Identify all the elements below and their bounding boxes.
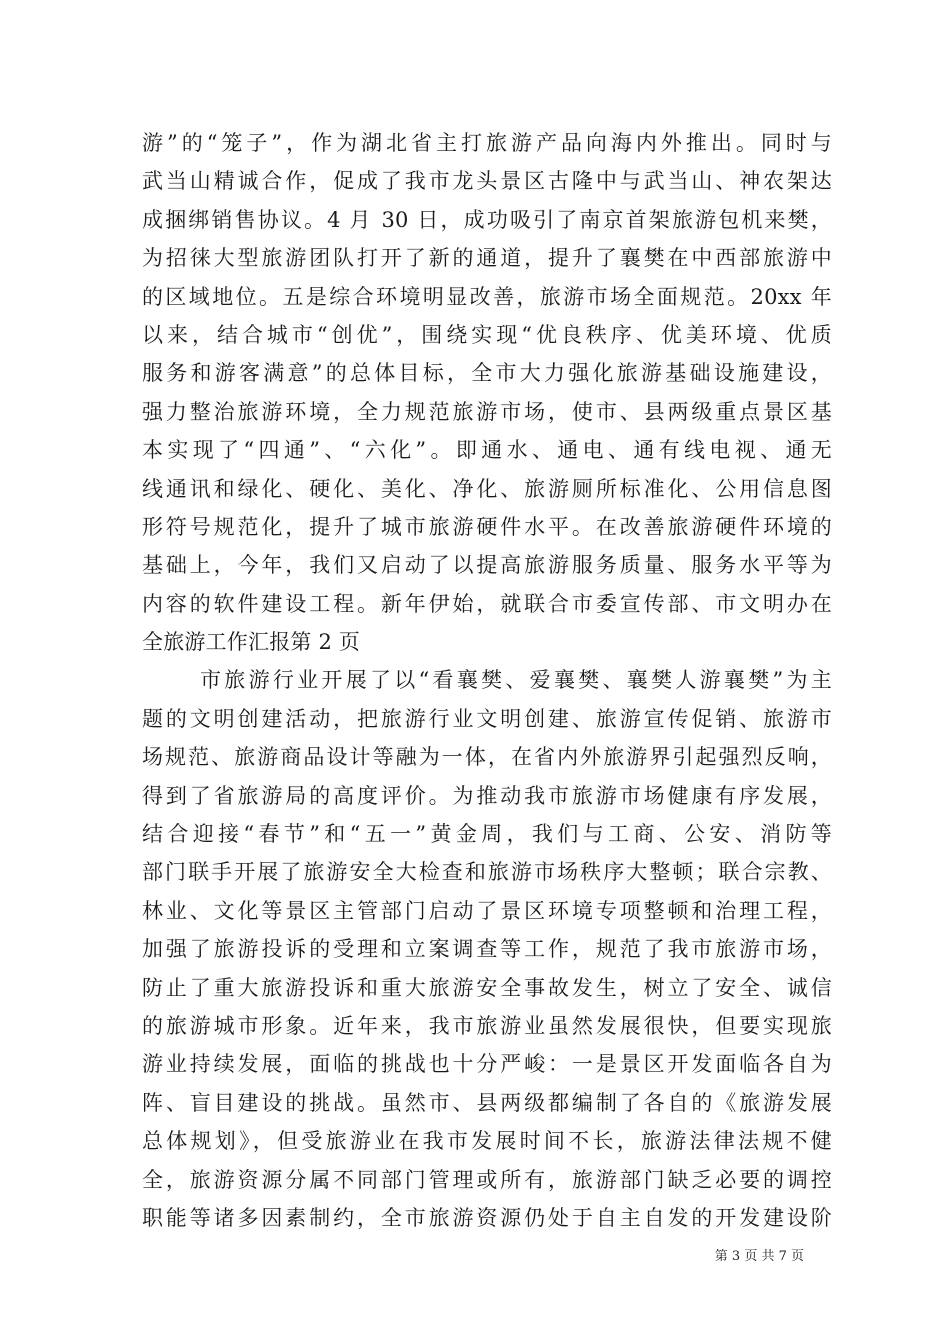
text-line: 为招徕大型旅游团队打开了新的通道，提升了襄樊在中西部旅游中 [142, 246, 832, 271]
text-line: 基础上，今年，我们又启动了以提高旅游服务质量、服务水平等为 [142, 553, 832, 578]
text-line: 总体规划》，但受旅游业在我市发展时间不长，旅游法律法规不健 [142, 1129, 832, 1154]
paragraph-start-line: 市旅游行业开展了以“看襄樊、爱襄樊、襄樊人游襄樊”为主 [200, 668, 832, 693]
text-line: 题的文明创建活动，把旅游行业文明创建、旅游宣传促销、旅游市 [142, 706, 832, 731]
page-break-heading: 全旅游工作汇报第 2 页 [142, 630, 361, 655]
text-line: 游”的“笼子”，作为湖北省主打旅游产品向海内外推出。同时与 [142, 131, 832, 155]
text-line: 服务和游客满意”的总体目标，全市大力强化旅游基础设施建设， [142, 361, 832, 386]
text-line: 本实现了“四通”、“六化”。即通水、通电、通有线电视、通无 [142, 438, 832, 463]
text-line: 以来，结合城市“创优”，围绕实现“优良秩序、优美环境、优质 [142, 322, 832, 347]
text-line: 林业、文化等景区主管部门启动了景区环境专项整顿和治理工程， [142, 898, 832, 923]
text-line: 线通讯和绿化、硬化、美化、净化、旅游厕所标准化、公用信息图 [142, 476, 832, 501]
text-line: 部门联手开展了旅游安全大检查和旅游市场秩序大整顿；联合宗教、 [142, 860, 832, 885]
text-line: 的旅游城市形象。近年来，我市旅游业虽然发展很快，但要实现旅 [142, 1013, 832, 1038]
text-line: 得到了省旅游局的高度评价。为推动我市旅游市场健康有序发展， [142, 783, 832, 808]
text-line: 结合迎接“春节”和“五一”黄金周，我们与工商、公安、消防等 [142, 822, 832, 847]
text-line: 防止了重大旅游投诉和重大旅游安全事故发生，树立了安全、诚信 [142, 975, 832, 1000]
text-line: 武当山精诚合作，促成了我市龙头景区古隆中与武当山、神农架达 [142, 169, 832, 194]
text-line: 场规范、旅游商品设计等融为一体，在省内外旅游界引起强烈反响， [142, 745, 832, 770]
text-line: 的区域地位。五是综合环境明显改善，旅游市场全面规范。20xx 年 [142, 284, 832, 309]
text-line: 阵、盲目建设的挑战。虽然市、县两级都编制了各自的《旅游发展 [142, 1090, 832, 1115]
text-line: 强力整治旅游环境，全力规范旅游市场，使市、县两级重点景区基 [142, 399, 832, 424]
page-number-footer: 第 3 页 共 7 页 [714, 1249, 804, 1264]
document-body [142, 124, 832, 1237]
text-line: 内容的软件建设工程。新年伊始，就联合市委宣传部、市文明办在 [142, 591, 832, 616]
text-line: 加强了旅游投诉的受理和立案调查等工作，规范了我市旅游市场， [142, 937, 832, 962]
text-line: 形符号规范化，提升了城市旅游硬件水平。在改善旅游硬件环境的 [142, 514, 832, 539]
text-line: 全，旅游资源分属不同部门管理或所有，旅游部门缺乏必要的调控 [142, 1167, 832, 1192]
text-line: 成捆绑销售协议。4 月 30 日，成功吸引了南京首架旅游包机来樊， [142, 207, 832, 232]
text-line: 职能等诸多因素制约，全市旅游资源仍处于自主自发的开发建设阶 [142, 1205, 832, 1230]
text-line: 游业持续发展，面临的挑战也十分严峻：一是景区开发面临各自为 [142, 1052, 832, 1077]
